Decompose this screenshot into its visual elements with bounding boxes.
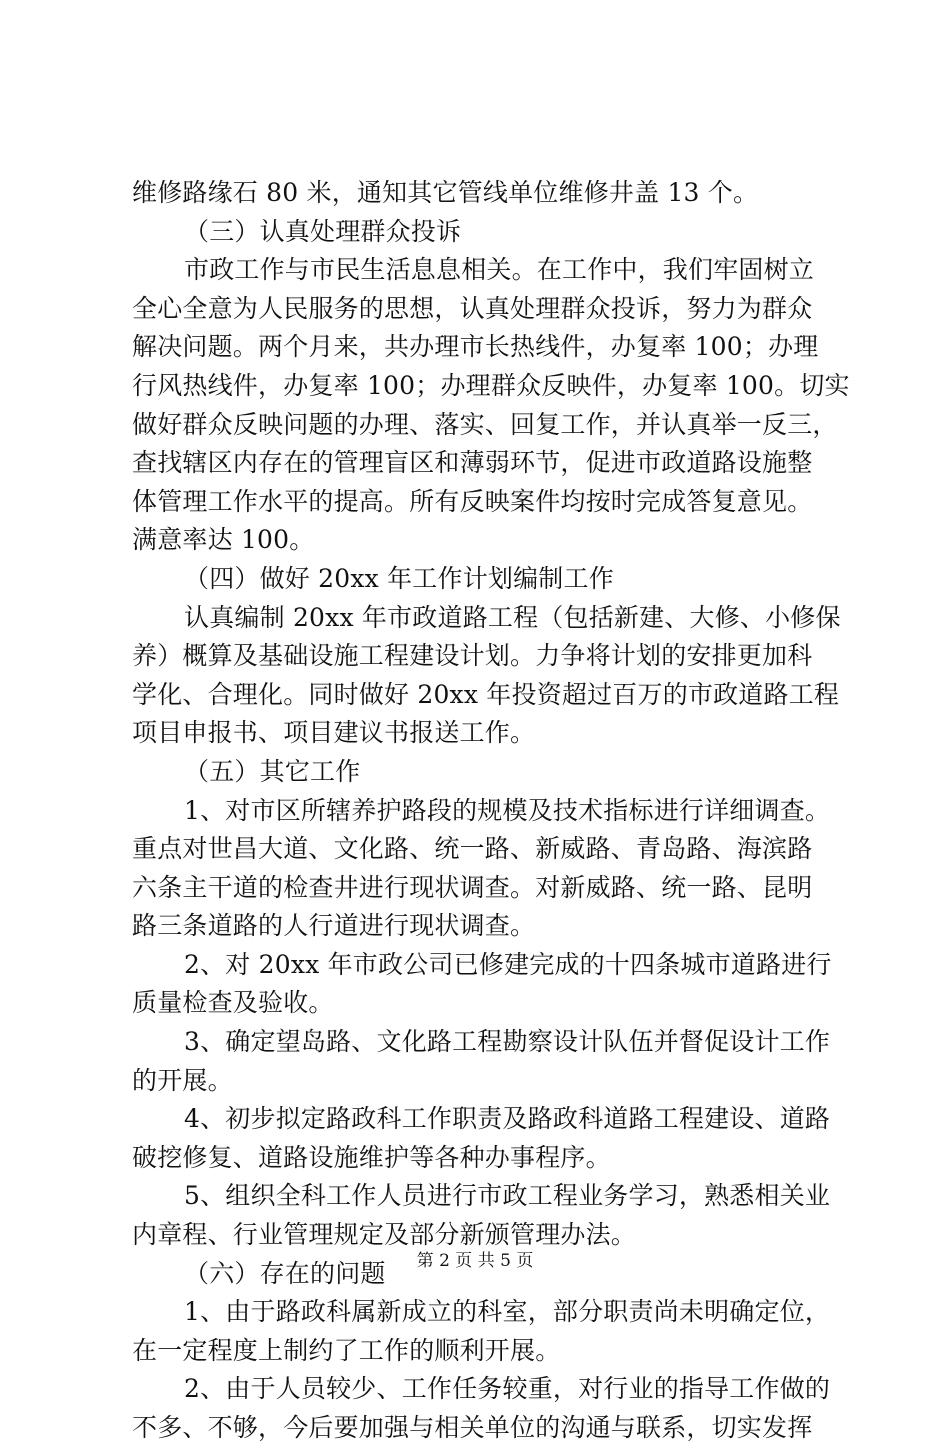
paragraph-line: 行风热线件，办复率 100；办理群众反映件，办复率 100。切实 bbox=[132, 370, 850, 400]
paragraph-line: 六条主干道的检查井进行现状调查。对新威路、统一路、昆明 bbox=[132, 872, 813, 902]
paragraph-line: 查找辖区内存在的管理盲区和薄弱环节，促进市政道路设施整 bbox=[132, 448, 813, 478]
page-footer: 第 2 页 共 5 页 bbox=[416, 1251, 534, 1271]
section-heading: （三）认真处理群众投诉 bbox=[184, 216, 462, 246]
paragraph-line: 养）概算及基础设施工程建设计划。力争将计划的安排更加科 bbox=[132, 641, 813, 671]
paragraph-line: 认真编制 20xx 年市政道路工程（包括新建、大修、小修保 bbox=[184, 602, 841, 632]
section-heading: （六）存在的问题 bbox=[184, 1258, 386, 1288]
paragraph-line: 满意率达 100。 bbox=[132, 525, 315, 555]
paragraph-line: 维修路缘石 80 米，通知其它管线单位维修井盖 13 个。 bbox=[132, 178, 759, 207]
paragraph-line: 做好群众反映问题的办理、落实、回复工作，并认真举一反三， bbox=[132, 409, 838, 439]
section-heading: （五）其它工作 bbox=[184, 756, 361, 786]
section-heading: （四）做好 20xx 年工作计划编制工作 bbox=[184, 563, 614, 593]
paragraph-line: 路三条道路的人行道进行现状调查。 bbox=[132, 911, 536, 941]
paragraph-line: 1、对市区所辖养护路段的规模及技术指标进行详细调查。 bbox=[184, 795, 831, 825]
paragraph-line: 5、组织全科工作人员进行市政工程业务学习，熟悉相关业 bbox=[184, 1181, 831, 1211]
paragraph-line: 项目申报书、项目建议书报送工作。 bbox=[132, 718, 536, 748]
paragraph-line: 解决问题。两个月来，共办理市长热线件，办复率 100；办理 bbox=[132, 332, 819, 362]
paragraph-line: 2、由于人员较少、工作任务较重，对行业的指导工作做的 bbox=[184, 1374, 831, 1404]
paragraph-line: 质量检查及验收。 bbox=[132, 988, 334, 1018]
paragraph-line: 4、初步拟定路政科工作职责及路政科道路工程建设、道路 bbox=[184, 1104, 831, 1134]
paragraph-line: 市政工作与市民生活息息相关。在工作中，我们牢固树立 bbox=[184, 255, 815, 285]
paragraph-line: 的开展。 bbox=[132, 1065, 233, 1095]
paragraph-line: 破挖修复、道路设施维护等各种办事程序。 bbox=[132, 1142, 611, 1172]
paragraph-line: 学化、合理化。同时做好 20xx 年投资超过百万的市政道路工程 bbox=[132, 679, 840, 709]
paragraph-line: 体管理工作水平的提高。所有反映案件均按时完成答复意见。 bbox=[132, 486, 813, 516]
paragraph-line: 在一定程度上制约了工作的顺利开展。 bbox=[132, 1335, 561, 1365]
paragraph-line: 2、对 20xx 年市政公司已修建完成的十四条城市道路进行 bbox=[184, 949, 832, 979]
paragraph-line: 内章程、行业管理规定及部分新颁管理办法。 bbox=[132, 1220, 637, 1250]
paragraph-line: 3、确定望岛路、文化路工程勘察设计队伍并督促设计工作 bbox=[184, 1027, 831, 1057]
paragraph-line: 不多、不够，今后要加强与相关单位的沟通与联系，切实发挥 bbox=[132, 1413, 813, 1442]
paragraph-line: 重点对世昌大道、文化路、统一路、新威路、青岛路、海滨路 bbox=[132, 834, 813, 864]
paragraph-line: 全心全意为人民服务的思想，认真处理群众投诉，努力为群众 bbox=[132, 293, 813, 323]
paragraph-line: 1、由于路政科属新成立的科室，部分职责尚未明确定位， bbox=[184, 1297, 831, 1327]
